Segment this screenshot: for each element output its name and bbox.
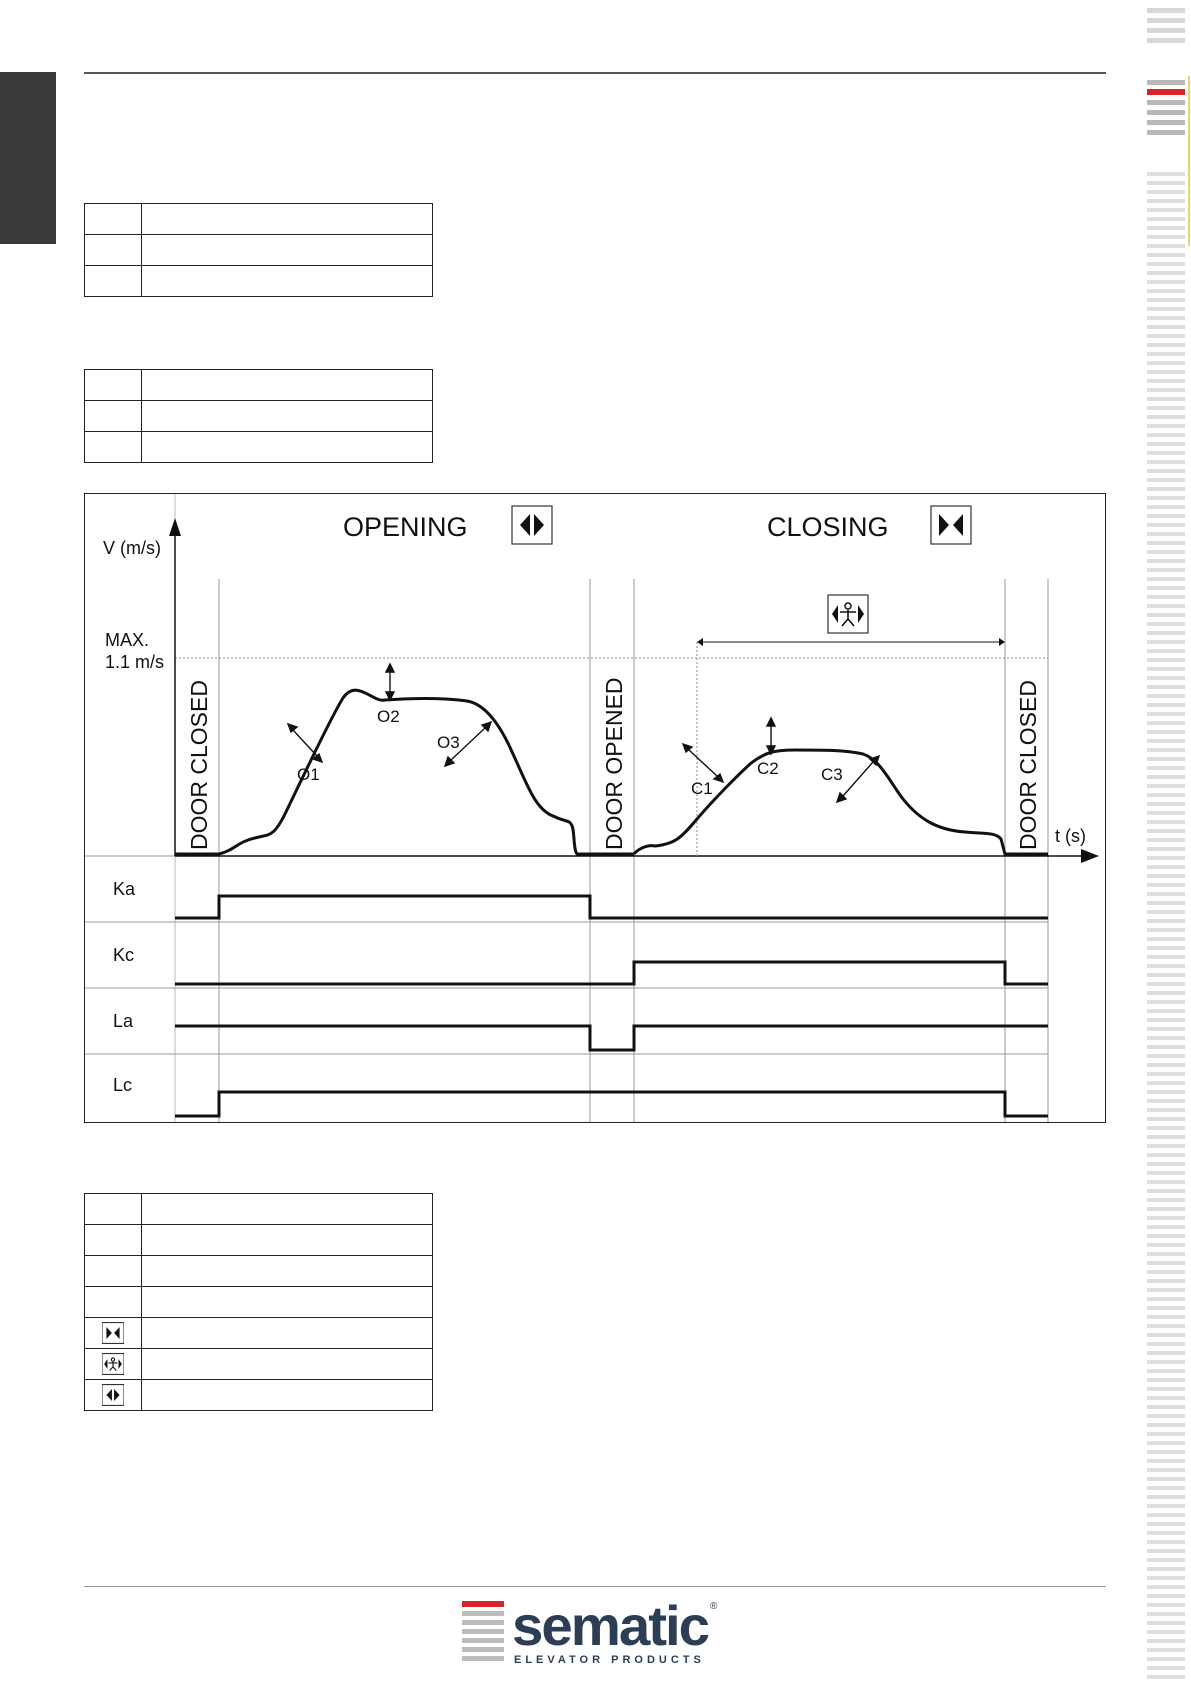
x-axis-label: t (s) [1055,826,1086,846]
reference-table-1 [84,203,433,297]
opening-icon [512,506,552,544]
table-cell [85,432,142,463]
adjust-label-o3: O3 [437,733,460,752]
table-cell [142,432,433,463]
x-axis-arrow [1081,849,1099,863]
opening-icon [85,1380,142,1411]
table-cell [142,266,433,297]
adjust-label-o1: O1 [297,765,320,784]
edge-stripe-index [1141,0,1191,1685]
table-cell [142,1349,433,1380]
y-axis-arrow [169,518,181,536]
door-closed-label: DOOR CLOSED [1015,680,1041,850]
header-rule [84,72,1106,74]
adjust-label-c1: C1 [691,779,713,798]
y-axis-label: V (m/s) [103,538,161,558]
legend-table [84,1193,433,1411]
table-cell [142,204,433,235]
table-cell [142,1225,433,1256]
table-cell [85,370,142,401]
max-value-label: 1.1 m/s [105,652,165,672]
logo-tagline: ELEVATOR PRODUCTS [514,1654,705,1666]
table-cell [142,1380,433,1411]
chapter-side-tab [0,72,56,244]
lc-signal-trace [175,1092,1048,1116]
door-timing-diagram [84,493,1106,1123]
signal-label-ka: Ka [113,879,136,899]
opening-speed-curve [175,690,634,854]
signal-label-kc: Kc [113,945,135,965]
opening-title: OPENING [343,512,468,542]
kc-signal-trace [175,962,1048,984]
door-opened-label: DOOR OPENED [601,677,627,850]
table-cell [142,1287,433,1318]
table-cell [85,1256,142,1287]
closing-icon [931,506,971,544]
sematic-logo [462,1597,732,1667]
table-cell [142,235,433,266]
footer-rule [84,1586,1106,1587]
table-cell [142,401,433,432]
table-cell [85,1287,142,1318]
max-label: MAX. [105,630,150,650]
logo-wordmark: sematic [512,1597,709,1657]
table-cell [142,1256,433,1287]
table-cell [85,266,142,297]
logo-stripes [462,1601,504,1661]
table-cell [85,1225,142,1256]
table-cell [85,1194,142,1225]
door-closed-label: DOOR CLOSED [186,680,212,850]
adjust-label-c2: C2 [757,759,779,778]
closing-icon [85,1318,142,1349]
reference-table-2 [84,369,433,463]
obstacle-icon [828,595,868,633]
signal-label-lc: Lc [113,1075,133,1095]
closing-title: CLOSING [767,512,889,542]
la-signal-trace [175,1026,1048,1050]
table-cell [85,401,142,432]
table-cell [85,204,142,235]
obstacle-icon [85,1349,142,1380]
table-cell [142,1318,433,1349]
ka-signal-trace [175,896,1048,918]
table-cell [85,235,142,266]
table-cell [142,1194,433,1225]
logo-registered: ® [710,1601,718,1612]
signal-label-la: La [113,1011,134,1031]
table-cell [142,370,433,401]
adjust-label-o2: O2 [377,707,400,726]
adjust-label-c3: C3 [821,765,843,784]
